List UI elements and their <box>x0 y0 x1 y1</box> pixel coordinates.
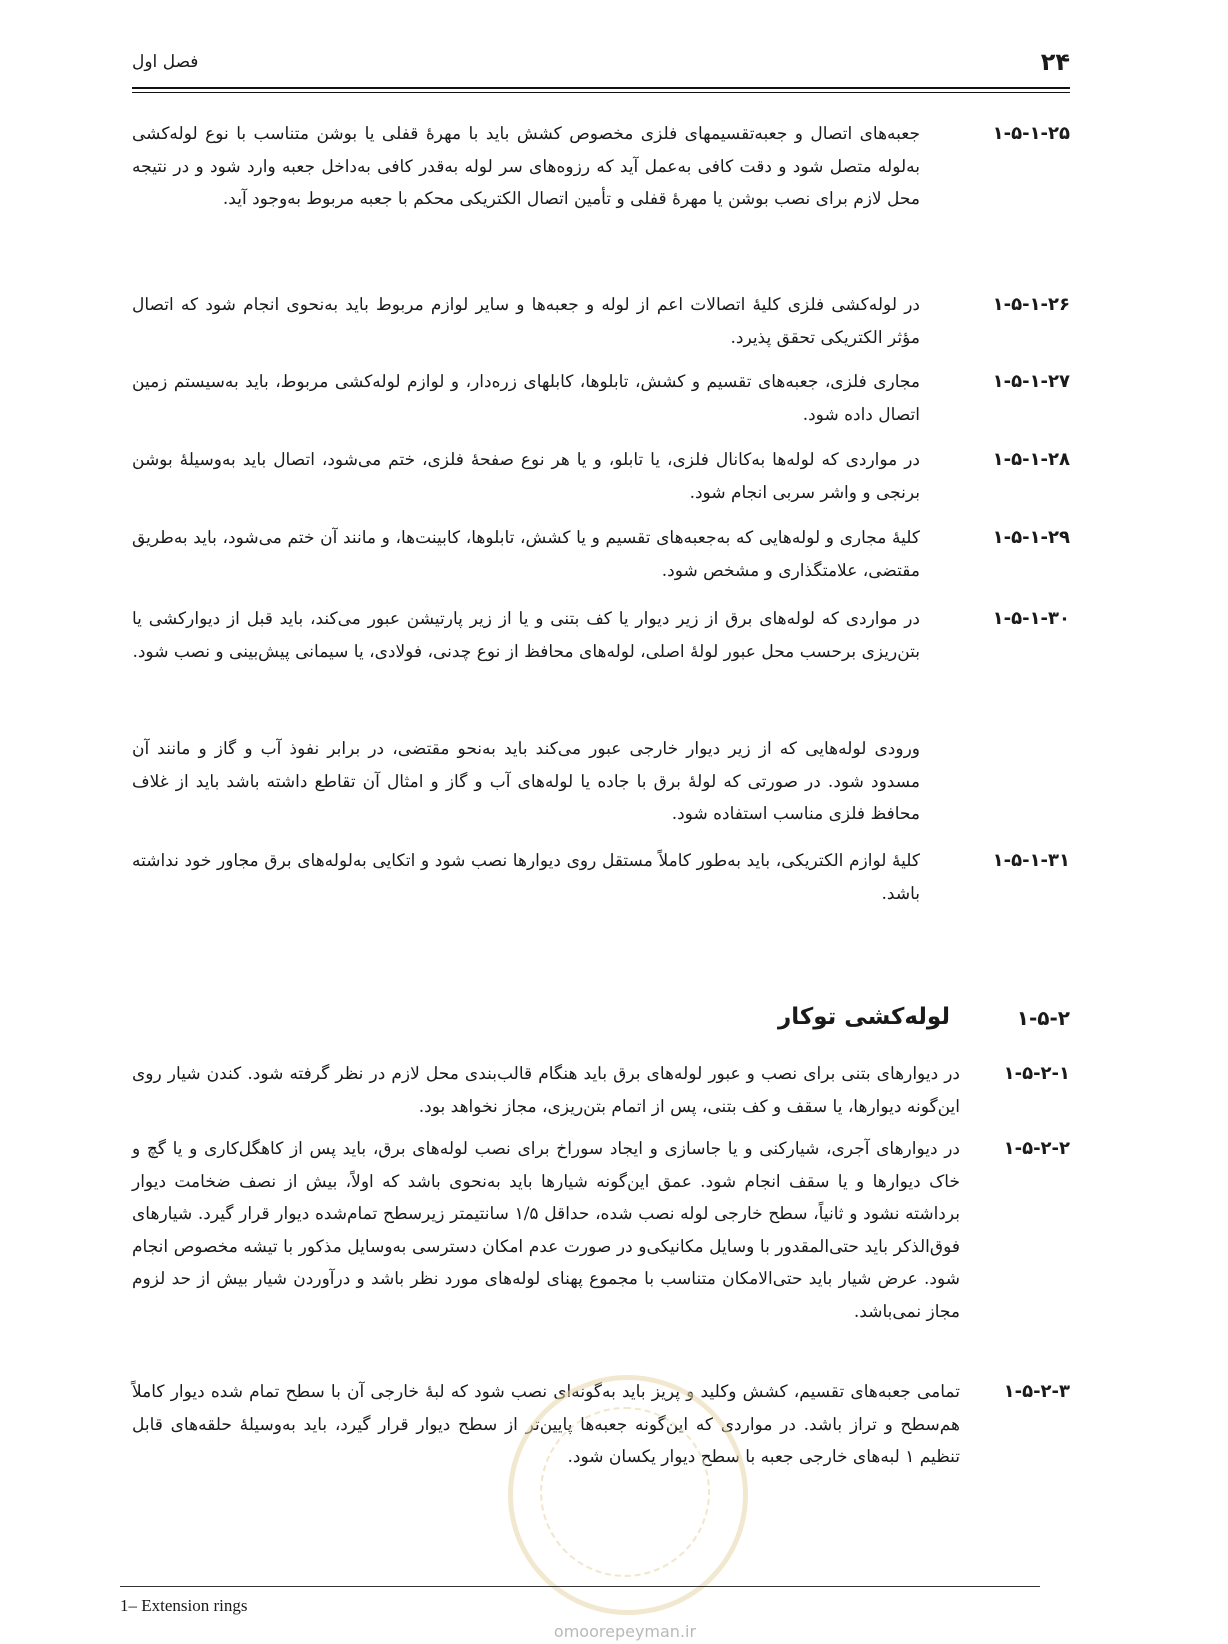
clause-text: تمامی جعبه‌های تقسیم، کشش وکلید و پریز باید به‌گونه‌ای نصب شود که لبهٔ خارجی آن با سطح تمام شده دیوار کاملاً هم‌سطح و تراز باشد. در مواردی که این‌گونه جعبه‌ها پایین‌تر از سطح دیوار قرار گیرد، باید به‌وسیلهٔ حلقه‌های قابل تنظیم ۱ لبه‌های خارجی جعبه با سطح دیوار یکسان شود. <box>132 1382 960 1467</box>
clause-number: ۱-۵-۲-۲ <box>1003 1138 1070 1159</box>
clause-text: در دیوارهای آجری، شیارکنی و یا جاسازی و ایجاد سوراخ برای نصب لوله‌های برق، باید پس از کاهگل‌کاری و یا گچ و خاک دیوارها و یا سقف انجام شود. عمق این‌گونه شیارها باید به‌نحوی باشد که اولاً، بیش از نصف ضخامت دیوار برداشته نشود و ثانیاً، سطح خارجی لوله نصب شده، حداقل ۱/۵ سانتیمتر زیرسطح تمام‌شده دیوار قرار گیرد. شیارهای فوق‌الذکر باید حتی‌المقدور با وسایل مکانیکی‌و در صورت عدم امکان دسترسی به‌وسایل مذکور با تیشه مخصوص انجام شود. عرض شیار باید حتی‌الامکان متناسب با مجموع پهنای لوله‌های مورد نظر باشد و درآوردن شیار بیش از حد لزوم مجاز نمی‌باشد. <box>132 1139 960 1322</box>
clause-number: ۱-۵-۲-۳ <box>1003 1381 1070 1402</box>
clause-number: ۱-۵-۱-۲۷ <box>992 371 1070 392</box>
clause-number: ۱-۵-۱-۳۱ <box>992 850 1070 871</box>
clause-text: جعبه‌های اتصال و جعبه‌تقسیمهای فلزی مخصوص کشش باید با مهرهٔ قفلی یا بوشن متناسب با نوع لوله‌کشی به‌لوله متصل شود و دقت کافی به‌عمل آید که رزوه‌های سر لوله به‌قدر کافی به‌داخل جعبه وارد شود و در نتیجه محل لازم برای نصب بوشن یا مهرهٔ قفلی و تأمین اتصال الکتریکی محکم با جعبه مربوط به‌وجود آید. <box>132 124 920 209</box>
clause-number: ۱-۵-۲-۱ <box>1003 1063 1070 1084</box>
clause-number: ۱-۵-۱-۲۸ <box>992 449 1070 470</box>
clause-number: ۱-۵-۱-۲۹ <box>992 527 1070 548</box>
chapter-title: فصل اول <box>132 52 199 72</box>
clause-number: ۱-۵-۱-۲۶ <box>992 294 1070 315</box>
header-rule-thin <box>132 92 1070 93</box>
clause-text: در مواردی که لوله‌ها به‌کانال فلزی، یا تابلو، و یا هر نوع صفحهٔ فلزی، ختم می‌شود، اتصال باید به‌وسیلهٔ بوشن برنجی و واشر سربی انجام شود. <box>132 450 920 503</box>
footnote-rule <box>120 1586 1040 1587</box>
header-rule <box>132 87 1070 89</box>
watermark-inner-ring <box>540 1407 710 1577</box>
clause-continuation-paragraph: ورودی لوله‌هایی که از زیر دیوار خارجی عبور می‌کند باید به‌نحو مقتضی، در برابر نفوذ آب و گاز و مانند آن مسدود شود. در صورتی که لولهٔ برق با جاده یا لوله‌های آب و گاز و امثال آن تقاطع داشته باشد باید از غلاف محافظ فلزی مناسب استفاده شود. <box>132 739 920 824</box>
page-number: ۲۴ <box>1040 48 1070 76</box>
clause-text: کلیهٔ مجاری و لوله‌هایی که به‌جعبه‌های تقسیم و یا کشش، تابلوها، کابینت‌ها، و مانند آن ختم می‌شود، باید به‌طریق مقتضی، علامتگذاری و مشخص شود. <box>132 528 920 581</box>
clause-text: کلیهٔ لوازم الکتریکی، باید به‌طور کاملاً مستقل روی دیوارها نصب شود و اتکایی به‌لوله‌های برق مجاور خود نداشته باشد. <box>132 851 920 904</box>
clause-number: ۱-۵-۱-۲۵ <box>992 123 1070 144</box>
section-number: ۱-۵-۲ <box>1016 1006 1070 1030</box>
footnote: 1– Extension rings <box>120 1596 248 1615</box>
section-title: لوله‌کشی توکار <box>777 1004 950 1030</box>
clause-text: در لوله‌کشی فلزی کلیهٔ اتصالات اعم از لوله و جعبه‌ها و سایر لوازم مربوط باید به‌نحوی انجام شود که اتصال مؤثر الکتریکی تحقق پذیرد. <box>132 295 920 348</box>
watermark-site-text: omoorepeyman.ir <box>553 1622 697 1641</box>
clause-text: در مواردی که لوله‌های برق از زیر دیوار یا کف بتنی و یا از زیر پارتیشن عبور می‌کند، باید قبل از دیوارکشی یا بتن‌ریزی برحسب محل عبور لولهٔ اصلی، لوله‌های محافظ از نوع چدنی، فولادی، یا سیمانی پیش‌بینی و نصب شود. <box>132 609 920 662</box>
clause-number: ۱-۵-۱-۳۰ <box>992 608 1070 629</box>
clause-text: مجاری فلزی، جعبه‌های تقسیم و کشش، تابلوها، کابلهای زره‌دار، و لوازم لوله‌کشی مربوط، باید به‌سیستم زمین اتصال داده شود. <box>132 372 920 425</box>
clause-text: در دیوارهای بتنی برای نصب و عبور لوله‌های برق باید هنگام قالب‌بندی محل لازم در نظر گرفته شود. کندن شیار روی این‌گونه دیوارها، یا سقف و کف بتنی، پس از اتمام بتن‌ریزی، مجاز نخواهد بود. <box>132 1064 960 1117</box>
